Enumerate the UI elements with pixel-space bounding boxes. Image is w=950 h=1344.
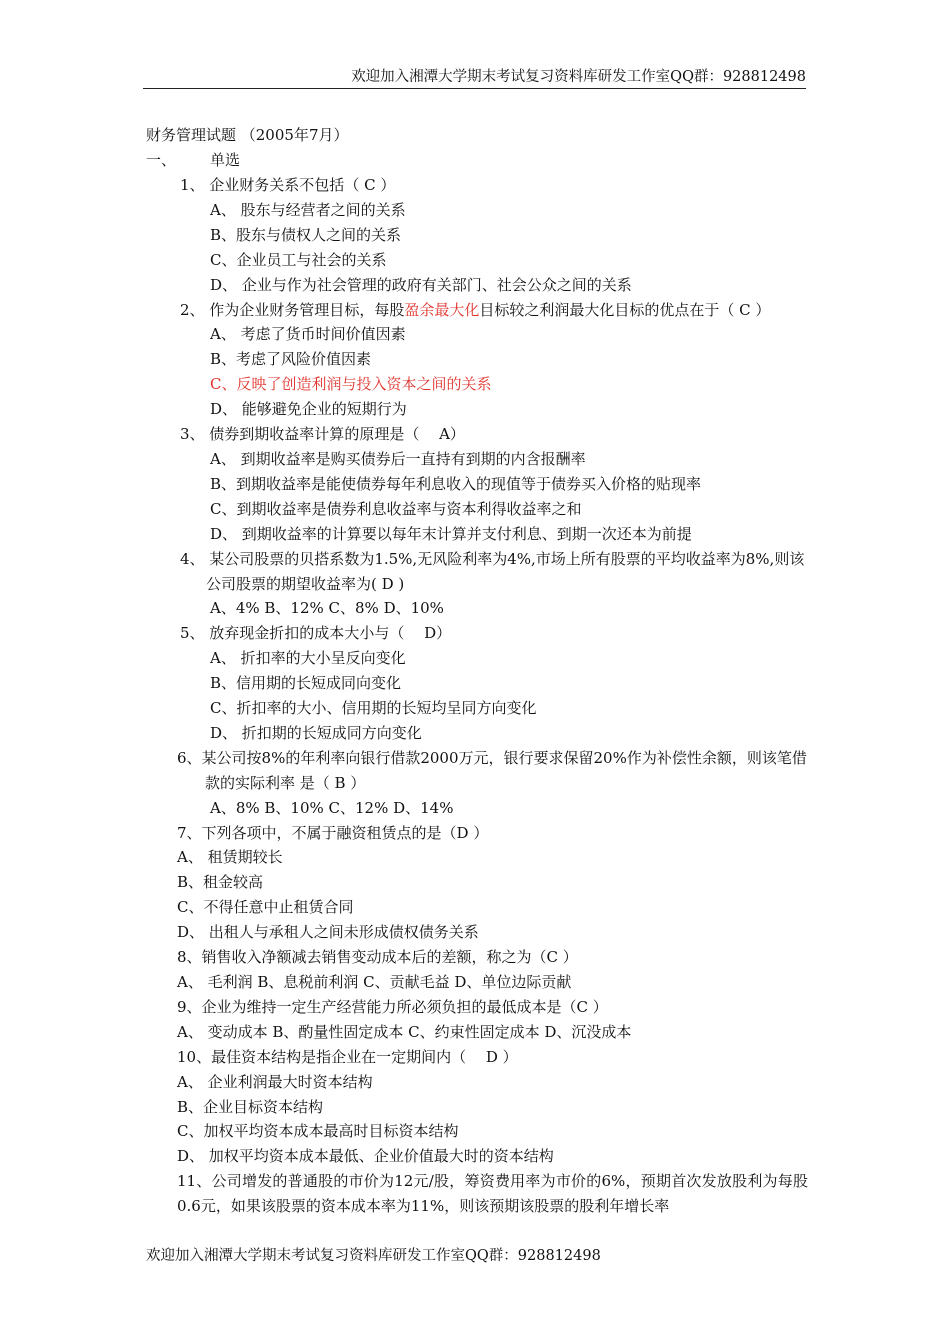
q7-option-d: D、 出租人与承租人之间未形成债权债务关系 xyxy=(177,923,479,942)
question-10: 10、最佳资本结构是指企业在一定期间内（ D ） xyxy=(177,1047,518,1066)
q2-option-b: B、考虑了风险价值因素 xyxy=(210,350,372,369)
q2-text-post: 目标较之利润最大化目标的优点在于（ C ） xyxy=(479,300,771,319)
q2-highlight: 盈余最大化 xyxy=(404,300,480,319)
q1-option-d: D、 企业与作为社会管理的政府有关部门、社会公众之间的关系 xyxy=(210,275,632,294)
question-4: 4、 某公司股票的贝搭系数为1.5%,无风险利率为4%,市场上所有股票的平均收益率为8%,则该公司股票的期望收益率为( D ) xyxy=(180,549,805,593)
q1-option-c: C、企业员工与社会的关系 xyxy=(210,250,387,269)
page-footer: 欢迎加入湘潭大学期末考试复习资料库研发工作室QQ群：928812498 xyxy=(146,1248,601,1264)
q5-option-c: C、折扣率的大小、信用期的长短均呈同方向变化 xyxy=(210,699,537,718)
q1-option-b: B、股东与债权人之间的关系 xyxy=(210,225,402,244)
question-6: 6、某公司按8%的年利率向银行借款2000万元，银行要求保留20%作为补偿性余额，则该笔借款的实际利率 是（ B ） xyxy=(177,748,807,792)
q10-option-b: B、企业目标资本结构 xyxy=(177,1097,324,1116)
q10-option-c: C、加权平均资本成本最高时目标资本结构 xyxy=(177,1122,459,1141)
question-5: 5、 放弃现金折扣的成本大小与（ D） xyxy=(180,624,452,643)
q1-option-a: A、 股东与经营者之间的关系 xyxy=(210,200,406,219)
q3-option-d: D、 到期收益率的计算要以每年末计算并支付利息、到期一次还本为前提 xyxy=(210,524,692,543)
q4-options: A、4% B、12% C、8% D、10% xyxy=(210,599,444,618)
q2-text-pre: 2、 作为企业财务管理目标，每股 xyxy=(180,300,405,319)
q2-option-a: A、 考虑了货币时间价值因素 xyxy=(210,325,406,344)
q2-option-c: C、反映了创造利润与投入资本之间的关系 xyxy=(210,375,492,394)
q5-option-a: A、 折扣率的大小呈反向变化 xyxy=(210,649,406,668)
question-11: 11、公司增发的普通股的市价为12元/股，筹资费用率为市价的6%，预期首次发放股利为每股0.6元，如果该股票的资本成本率为11%，则该预期该股票的股利年增长率 xyxy=(177,1172,808,1216)
question-3: 3、 债券到期收益率计算的原理是（ A） xyxy=(180,425,465,444)
q8-options: A、 毛利润 B、息税前利润 C、贡献毛益 D、单位边际贡献 xyxy=(177,973,572,991)
q10-option-d: D、 加权平均资本成本最低、企业价值最大时的资本结构 xyxy=(177,1147,554,1166)
section-text: 单选 xyxy=(210,151,241,169)
q5-option-b: B、信用期的长短成同向变化 xyxy=(210,674,402,693)
q7-option-b: B、租金较高 xyxy=(177,873,264,892)
q3-option-b: B、到期收益率是能使债券每年利息收入的现值等于债券买入价格的贴现率 xyxy=(210,474,702,493)
question-9: 9、企业为维持一定生产经营能力所必须负担的最低成本是（C ） xyxy=(177,997,608,1016)
question-1: 1、 企业财务关系不包括（ C ） xyxy=(180,176,396,194)
q6-options: A、8% B、10% C、12% D、14% xyxy=(210,798,454,817)
question-7: 7、下列各项中，不属于融资租赁点的是（D ） xyxy=(177,823,489,842)
question-8: 8、销售收入净额减去销售变动成本后的差额，称之为（C ） xyxy=(177,948,578,967)
q7-option-a: A、 租赁期较长 xyxy=(177,848,283,867)
q10-option-a: A、 企业利润最大时资本结构 xyxy=(177,1072,373,1091)
q5-option-d: D、 折扣期的长短成同方向变化 xyxy=(210,723,422,742)
page-header: 欢迎加入湘潭大学期末考试复习资料库研发工作室QQ群：928812498 xyxy=(143,66,806,89)
q2-option-d: D、 能够避免企业的短期行为 xyxy=(210,400,407,419)
question-2 xyxy=(180,298,808,323)
question-list xyxy=(0,173,950,1219)
q9-options: A、 变动成本 B、酌量性固定成本 C、约束性固定成本 D、沉没成本 xyxy=(177,1022,632,1041)
document-title: 财务管理试题 （2005年7月） xyxy=(146,126,349,144)
q7-option-c: C、不得任意中止租赁合同 xyxy=(177,898,354,917)
q3-option-c: C、到期收益率是债券利息收益率与资本利得收益率之和 xyxy=(210,499,582,518)
q3-option-a: A、 到期收益率是购买债券后一直持有到期的内含报酬率 xyxy=(210,449,586,468)
